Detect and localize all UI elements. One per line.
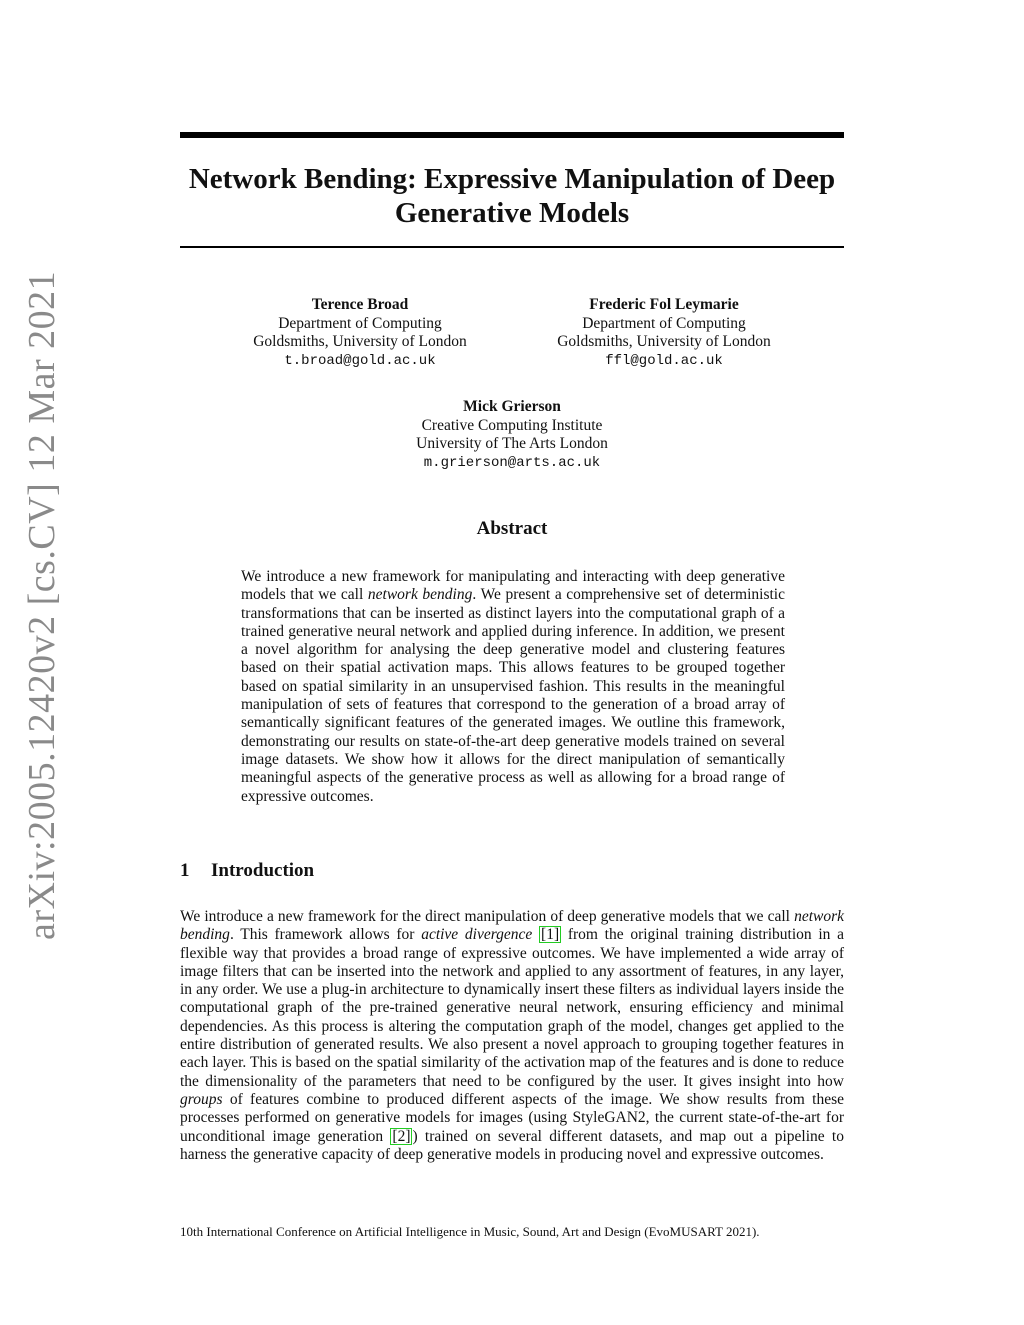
intro-text-part: of features combine to produced different aspects of the image. We show results from these processes performed on generative models for images (using StyleGAN2, the current state-of-the-art for unconditional image generation [180,1090,844,1145]
author-institution: Goldsmiths, University of London [253,333,467,350]
abstract-term: network bending [367,586,473,604]
intro-term: groups [180,1090,223,1108]
author-institution: Goldsmiths, University of London [557,333,771,350]
author-department: Department of Computing [582,314,746,332]
citation-number[interactable]: 2 [397,1127,406,1145]
abstract-heading: Abstract [476,518,548,539]
author-institution: University of The Arts London [416,435,608,452]
author-email[interactable]: t.broad@gold.ac.uk [284,352,436,369]
citation-link[interactable]: [2] [392,1127,411,1145]
intro-term: active divergence [421,926,533,944]
author-department: Creative Computing Institute [421,416,603,434]
author-block [382,398,642,472]
intro-text-part: We introduce a new framework for the direct manipulation of deep generative models that we call [180,908,795,925]
author-block [230,296,490,370]
intro-term: network bending [180,908,844,944]
section-title: Introduction [211,860,315,881]
introduction-paragraph [180,908,844,1164]
citation-number[interactable]: 1 [546,926,554,944]
abstract-text [241,568,785,806]
conference-footnote: 10th International Conference on Artificial Intelligence in Music, Sound, Art and Design (EvoMUSART 2021). [180,1224,760,1239]
author-email[interactable]: ffl@gold.ac.uk [605,352,723,369]
author-block [534,296,794,370]
abstract-text-part: . We present a comprehensive set of deterministic transformations that can be inserted as distinct layers into the computational graph of a trained generative neural network and applied during inference. In addition, we present a novel algorithm for analysing the deep generative model and clustering features based on their spatial activation maps. This allows features to be grouped together based on spatial similarity in an unsupervised fashion. This results in the meaningful manipulation of sets of features that correspond to the generation of a broad array of semantically significant features of the generated images. We outline this framework, demonstrating our results on state-of-the-art deep generative models trained on several image datasets. We show how it allows for the direct manipulation of semantically meaningful aspects of the generative process as well as allowing for a broad range of expressive outcomes. [241,586,785,805]
abstract-text-part: We introduce a new framework for manipulating and interacting with deep generative models that we call [241,568,785,604]
intro-text-part: from the original training distribution in a flexible way that provides a broad range of expressive outcomes. We have implemented a wide array of image filters that can be inserted into the network and applied to any assortment of features, in any layer, in any order. We use a plug-in architecture to dynamically insert these filters as individual layers inside the computational graph of the pre-trained generative neural network, ensuring efficiency and minimal dependencies. As this process is altering the computation graph of the model, changes get applied to the entire distribution of generated results. We also present a novel approach to grouping together features in each layer. This is based on the spatial similarity of the activation map of the features and is done to reduce the dimensionality of the parameters that need to be configured by the user. It gives insight into how [180,926,844,1090]
arxiv-identifier: arXiv:2005.12420v2 [cs.CV] 12 Mar 2021 [21,270,63,940]
author-department: Department of Computing [278,314,442,332]
citation-link[interactable]: [1] [541,926,560,944]
section-number: 1 [180,860,190,881]
paper-title: Network Bending: Expressive Manipulation of Deep Generative Models [188,163,836,229]
intro-text-part: ) trained on several different datasets, and map out a pipeline to harness the generative capacity of deep generative models in producing novel and expressive outcomes. [180,1127,844,1163]
title-bottom-rule [180,246,844,248]
intro-text-part: . This framework allows for [229,926,422,944]
title-top-rule [180,132,844,138]
section-heading [180,860,844,882]
author-email[interactable]: m.grierson@arts.ac.uk [423,454,601,471]
author-name: Terence Broad [311,296,409,313]
author-name: Mick Grierson [463,398,561,415]
author-name: Frederic Fol Leymarie [589,296,739,313]
